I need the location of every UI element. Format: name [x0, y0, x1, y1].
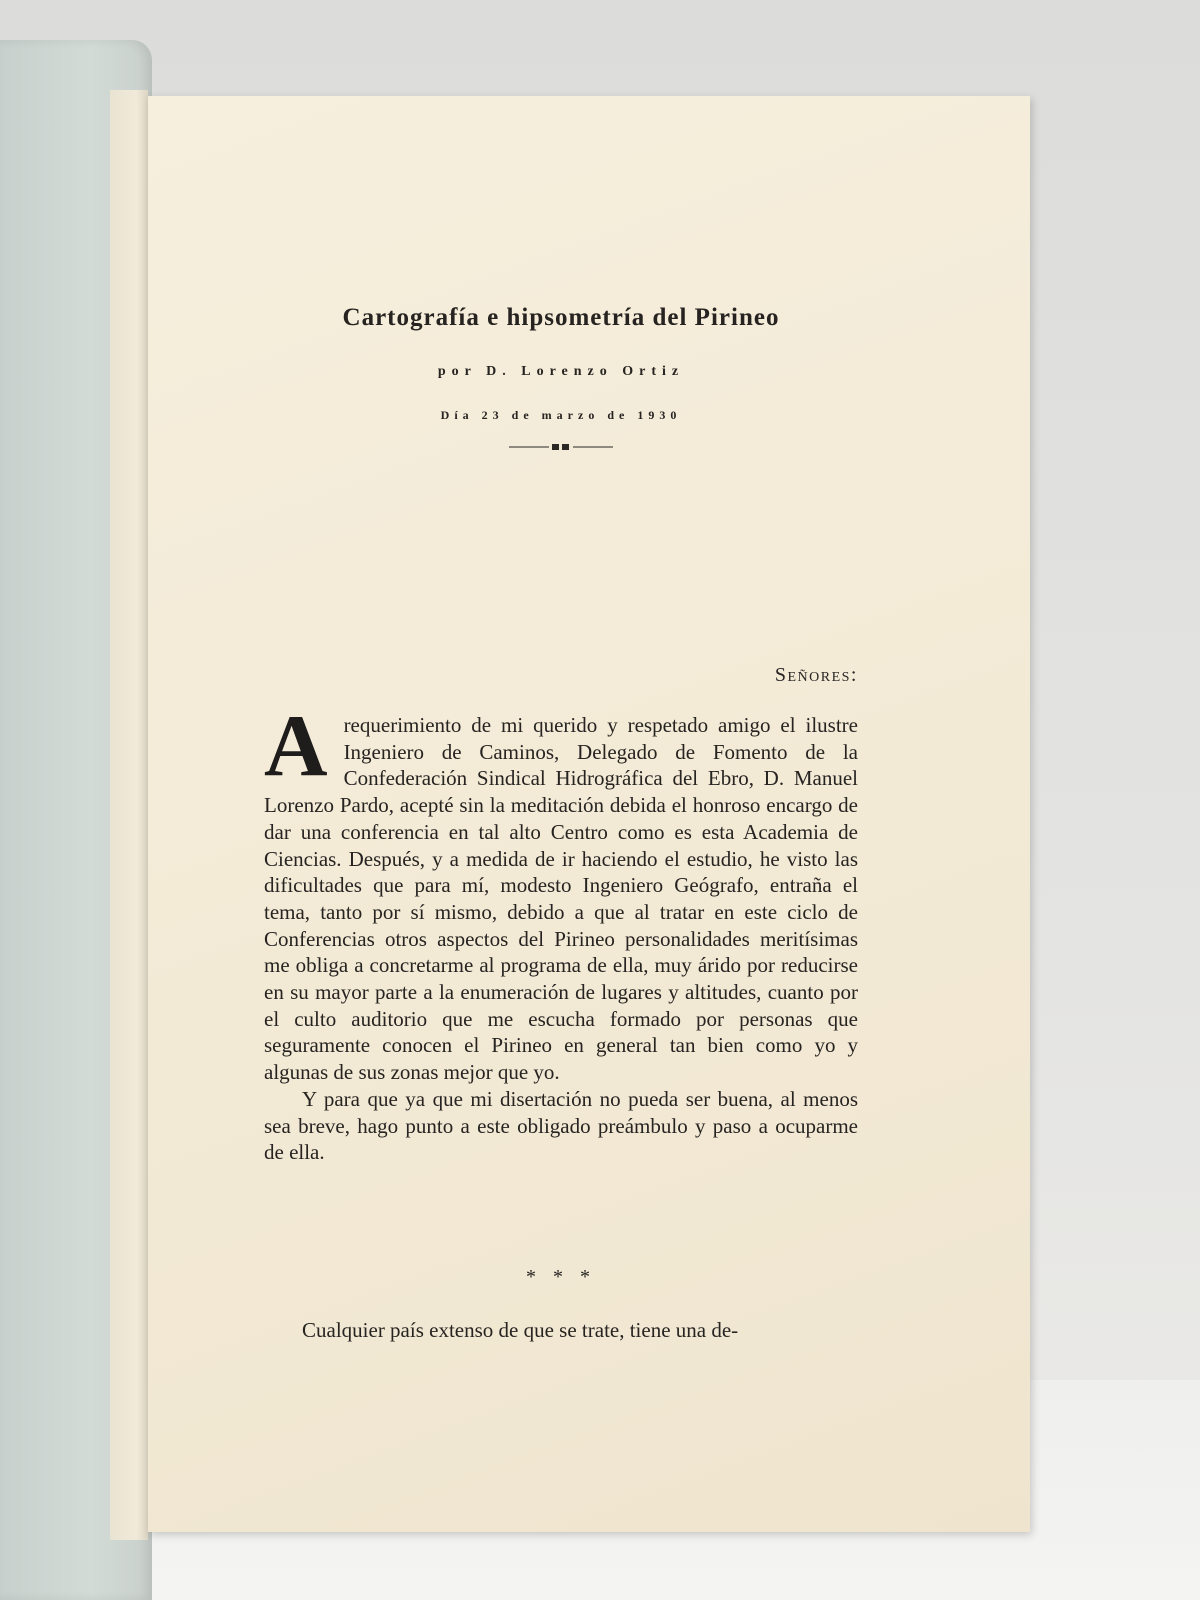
- section-separator: * * *: [526, 1266, 596, 1288]
- ornament-divider: [509, 442, 613, 452]
- paragraph-first-text: requerimiento de mi querido y respetado amigo el ilustre Ingeniero de Caminos, Delegado de Fomento de la Confederación Sindical Hidrográfica del Ebro, D. Manuel Lorenzo Pardo, acepté sin la meditación debida el honroso encargo de dar una conferencia en tal alto Centro como es esta Academia de Ciencias. Después, y a medida de ir haciendo el estudio, he visto las dificultades que para mí, modesto Ingeniero Geógrafo, entraña el tema, tanto por sí mismo, debido a que al tratar en este ciclo de Conferencias otros aspectos del Pirineo personalidades meritísimas me obliga a concretarme al programa de ella, muy árido por reducirse en su mayor parte a la enumeración de lugares y altitudes, cuanto por el culto auditorio que me escucha formado por personas que seguramente conocen el Pirineo en general tan bien como yo y algunas de sus zonas mejor que yo.: [264, 713, 858, 1085]
- body-text: [264, 698, 858, 1166]
- paragraph-first: [264, 698, 858, 1086]
- paragraph-second: Y para que ya que mi disertación no pueda ser buena, al menos sea breve, hago punto a este obligado preámbulo y paso a ocuparme de ella.: [264, 1086, 858, 1165]
- salutation: Señores:: [774, 664, 858, 686]
- booklet-spine-edge: [110, 90, 148, 1540]
- document-author: por D. Lorenzo Ortiz: [437, 364, 685, 379]
- printed-page: [148, 96, 1030, 1532]
- drop-cap: A: [264, 698, 328, 795]
- document-title: Cartografía e hipsometría del Pirineo: [342, 304, 780, 331]
- continuing-text-line: Cualquier país extenso de que se trate, tiene una de-: [302, 1318, 739, 1342]
- document-date: Día 23 de marzo de 1930: [440, 408, 682, 422]
